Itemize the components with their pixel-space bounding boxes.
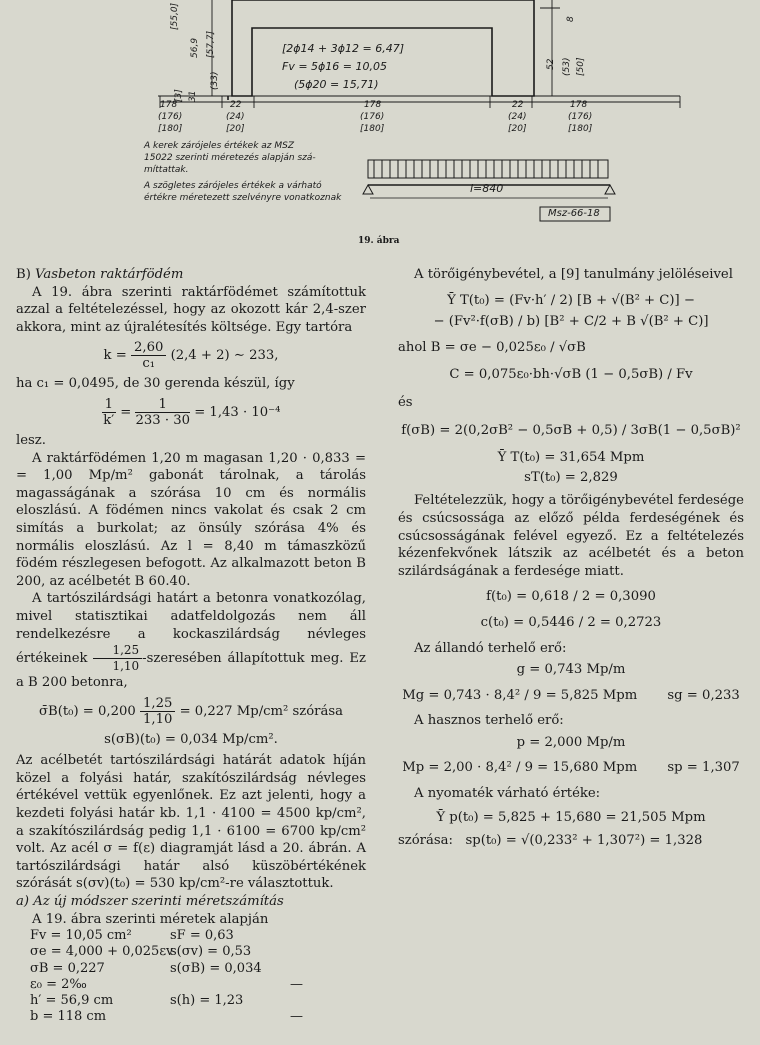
table-cell <box>170 977 290 993</box>
dim-b1-4: 22 <box>512 100 524 110</box>
rebar-note-3: (5ϕ20 = 15,71) <box>294 78 379 91</box>
eq-k-den: c₁ <box>142 356 156 372</box>
dim-right-3: (53) <box>562 57 572 76</box>
r-es: és <box>398 394 413 410</box>
dim-b2-4: (24) <box>508 112 527 122</box>
section-title-prefix: B) <box>16 267 31 282</box>
equation-k-prime <box>16 397 366 428</box>
result-yt: Ȳ T(t₀) = 31,654 Mpm <box>497 450 645 466</box>
equation-sp2: sp(t₀) = √(0,233² + 1,307²) = 1,328 <box>465 833 703 849</box>
dim-right-1: 8 <box>566 16 576 22</box>
dim-right-2: 52 <box>546 58 556 70</box>
r-paragraph-5: A nyomaték várható értéke: <box>414 786 601 802</box>
dim-b3-1: [180] <box>158 124 183 134</box>
equation-g: g = 0,743 Mp/m <box>516 662 626 678</box>
equation-yt-1: Ȳ T(t₀) = (Fv·h′ / 2) [B + √(B² + C)] − <box>447 292 695 308</box>
equation-mp: Mp = 2,00 · 8,4² / 9 = 15,680 Mpm <box>402 760 638 776</box>
note-square-line-1: A szögletes zárójeles értékek a várható <box>144 181 322 191</box>
result-st: sT(t₀) = 2,829 <box>524 469 618 485</box>
dim-left-5: 31 <box>188 90 198 102</box>
span-label: l=840 <box>470 182 504 195</box>
r-szorasa-row <box>398 832 744 850</box>
eq-sb-rhs: = 0,227 Mp/cm² szórása <box>179 703 343 719</box>
equation-k <box>16 340 366 371</box>
table-cell: — <box>290 1009 303 1025</box>
equation-mg-row <box>398 687 744 705</box>
dim-left-2: 56,9 <box>190 37 200 58</box>
eq-k2-frac1 <box>102 397 116 428</box>
dim-b3-3: [180] <box>360 124 385 134</box>
r-paragraph-3: Az állandó terhelő erő: <box>414 640 567 656</box>
paragraph-5a: A tartószilárdsági határt a betonra vonatkozólag, mivel statisztikai adatfeldolgozás nem áll rendelkezésre a kockaszilárdság névleges értékeinek <box>16 591 366 667</box>
eq-k-num: 2,60 <box>131 340 166 356</box>
equation-sg: sg = 0,233 <box>667 687 740 703</box>
eq-k-lhs: k = <box>103 348 127 364</box>
table-cell: s(h) = 1,23 <box>170 993 244 1009</box>
equation-ct: c(t₀) = 0,5446 / 2 = 0,2723 <box>480 614 662 630</box>
eq-k2-frac2 <box>135 397 190 428</box>
dim-right-4: [50] <box>576 57 586 76</box>
table-cell: s(σv) = 0,53 <box>170 944 252 960</box>
dim-b3-2: [20] <box>226 124 245 134</box>
dim-b3-4: [20] <box>508 124 527 134</box>
equation-p: p = 2,000 Mp/m <box>516 734 626 750</box>
equation-yt-2: − (Fv²·f(σB) / b) [B² + C/2 + B √(B² + C)] <box>433 314 709 330</box>
dim-b2-5: (176) <box>568 112 593 122</box>
table-cell: h′ = 56,9 cm <box>30 993 114 1009</box>
eq-k2-den2: 233 · 30 <box>135 412 190 428</box>
paragraph-5 <box>16 590 366 691</box>
figure-caption: 19. ábra <box>358 236 400 246</box>
eq-k-rhs: (2,4 + 2) ∼ 233, <box>170 348 279 364</box>
dim-b1-2: 22 <box>230 100 242 110</box>
eq-sb-lhs: σ̄B(t₀) = 0,200 <box>39 703 136 719</box>
table-cell <box>290 944 350 960</box>
eq-k2-num2: 1 <box>135 397 190 413</box>
equation-s: s(σB)(t₀) = 0,034 Mp/cm². <box>104 731 278 747</box>
dim-left-3: [57,7] <box>206 30 216 58</box>
table-cell <box>170 1009 290 1025</box>
dim-left-1: [55,0] <box>170 2 180 30</box>
table-cell: σe = 4,000 + 0,025εv <box>30 944 174 960</box>
table-cell: ε₀ = 2‰ <box>30 976 87 992</box>
equation-mg: Mg = 0,743 · 8,4² / 9 = 5,825 Mpm <box>402 687 638 703</box>
table-cell <box>290 961 350 977</box>
table-cell: b = 118 cm <box>30 1009 107 1025</box>
figure-note-round <box>144 140 316 176</box>
paragraph-4: A raktárfödémen 1,20 m magasan 1,20 · 0,833 = = 1,00 Mp/m² gabonát tárolnak, a tárolás magasságának a szórása 10 cm és normális eloszlású. A födémen nincs vakolat és csak 2 cm simítás a burkolat; az önsúly szórása 4% és normális eloszlású. Az l = 8,40 m támaszközű födém részlegesen befogott. Az alkalmazott beton B 200, az acélbetét B 60.40. <box>16 450 366 589</box>
equation-mp-row <box>398 759 744 777</box>
dim-b1-5: 178 <box>570 100 588 110</box>
dim-b2-2: (24) <box>226 112 245 122</box>
ahol-label: ahol <box>398 339 427 355</box>
paragraph-2: ha c₁ = 0,0495, de 30 gerenda készül, így <box>16 376 295 392</box>
rebar-note-1: [2ϕ14 + 3ϕ12 = 6,47] <box>282 42 404 55</box>
table-cell: — <box>290 976 303 992</box>
equation-sigma-b <box>16 696 366 727</box>
table-cell: s(σB) = 0,034 <box>170 960 262 976</box>
note-round-line-2: 15022 szerinti méretezés alapján szá- <box>144 153 316 163</box>
subsection-heading: a) Az új módszer szerinti méretszámítás <box>16 894 284 910</box>
eq-k2-rhs: = 1,43 · 10⁻⁴ <box>194 404 281 420</box>
eq-k2-den1: k′ <box>103 412 115 428</box>
left-column <box>16 266 366 1025</box>
szorasa-label: szórása: <box>398 833 453 849</box>
dim-b2-1: (176) <box>158 112 183 122</box>
parameter-table <box>30 928 366 1025</box>
equation-sp: sp = 1,307 <box>667 760 740 776</box>
equation-ft: f(t₀) = 0,618 / 2 = 0,3090 <box>486 589 656 605</box>
paragraph-1: A 19. ábra szerinti raktárfödémet számítottuk azzal a feltételezéssel, hogy az okozott kár 2,4-szer akkora, mint az újralétesítés költsége. Egy tartóra <box>16 284 366 335</box>
paragraph-6: Az acélbetét tartószilárdsági határát adatok híján közel a folyási határ, szakítószilárdság névleges értékével vettük egyenlőnek. Ez azt jelenti, hogy a kezdeti folyási határ kb. 1,1 · 4100 = 4500 kp/cm², a szakítószilárdság pedig 1,1 · 6100 = 6700 kp/cm² volt. Az acél σ = f(ε) diagramját lásd a 20. ábrán. A tartószilárdsági határ alsó küszöbértékének szórását s(σv)(t₀) = 530 kp/cm²-re választottuk. <box>16 753 366 892</box>
r-ahol <box>398 339 744 357</box>
figure-note-square <box>144 180 341 204</box>
paragraph-7: A 19. ábra szerinti méretek alapján <box>32 911 269 927</box>
dim-left-4: (33) <box>210 71 220 90</box>
r-paragraph-1: A törőigénybevétel, a [9] tanulmány jelöléseivel <box>414 267 733 282</box>
equation-f: f(σB) = 2(0,2σB² − 0,5σB + 0,5) / 3σB(1 − 0,5σB)² <box>401 422 741 438</box>
rebar-note-2: Fv = 5ϕ16 = 10,05 <box>282 60 387 73</box>
eq-sb-fraction <box>140 696 175 727</box>
table-cell: Fv = 10,05 cm² <box>30 928 132 944</box>
dim-left-6: [3] <box>174 89 184 102</box>
eq-k-fraction <box>131 340 166 371</box>
p5-fraction <box>93 643 142 674</box>
section-title <box>16 266 366 284</box>
p5-num: 1,25 <box>93 643 142 659</box>
r-paragraph-2: Feltételezzük, hogy a törőigénybevétel ferdesége és csúcsossága az előző példa ferdeségének és csúcsosságának felével egyező. Ez a feltételezés kézenfekvőnek látszik az acélbetét és a beton szilárdságának a ferdesége miatt. <box>398 493 744 579</box>
dim-b3-5: [180] <box>568 124 593 134</box>
table-cell: σB = 0,227 <box>30 960 105 976</box>
equation-c: C = 0,075ε₀·bh·√σB (1 − 0,5σB) / Fv <box>449 367 693 383</box>
dim-b1-1: 178 <box>160 100 178 110</box>
dim-b1-3: 178 <box>364 100 382 110</box>
r-paragraph-4: A hasznos terhelő erő: <box>414 713 564 729</box>
eq-k2-num1: 1 <box>102 397 116 413</box>
section-title-text: Vasbeton raktárfödém <box>35 267 184 282</box>
eq-sb-num: 1,25 <box>140 696 175 712</box>
note-round-line-3: míttattak. <box>144 165 189 175</box>
paragraph-5b: -szeresében állapítottuk meg. Ez a B 200 betonra, <box>16 651 366 691</box>
dim-b2-3: (176) <box>360 112 385 122</box>
equation-b: B = σe − 0,025ε₀ / √σB <box>430 339 586 355</box>
note-round-line-1: A kerek zárójeles értékek az MSZ <box>144 141 295 151</box>
note-square-line-2: értékre méretezett szelvényre vonatkoznak <box>144 193 342 203</box>
table-cell: sF = 0,63 <box>170 928 234 944</box>
eq-k2-eq: = <box>120 404 132 420</box>
right-column <box>398 266 744 850</box>
eq-sb-den: 1,10 <box>142 711 173 727</box>
paragraph-3: lesz. <box>16 432 46 448</box>
p5-den: 1,10 <box>112 659 140 674</box>
table-cell <box>290 928 350 944</box>
table-cell <box>290 993 350 1009</box>
stamp-label: Msz-66-18 <box>548 208 600 219</box>
equation-yp: Ȳ p(t₀) = 5,825 + 15,680 = 21,505 Mpm <box>436 809 706 825</box>
